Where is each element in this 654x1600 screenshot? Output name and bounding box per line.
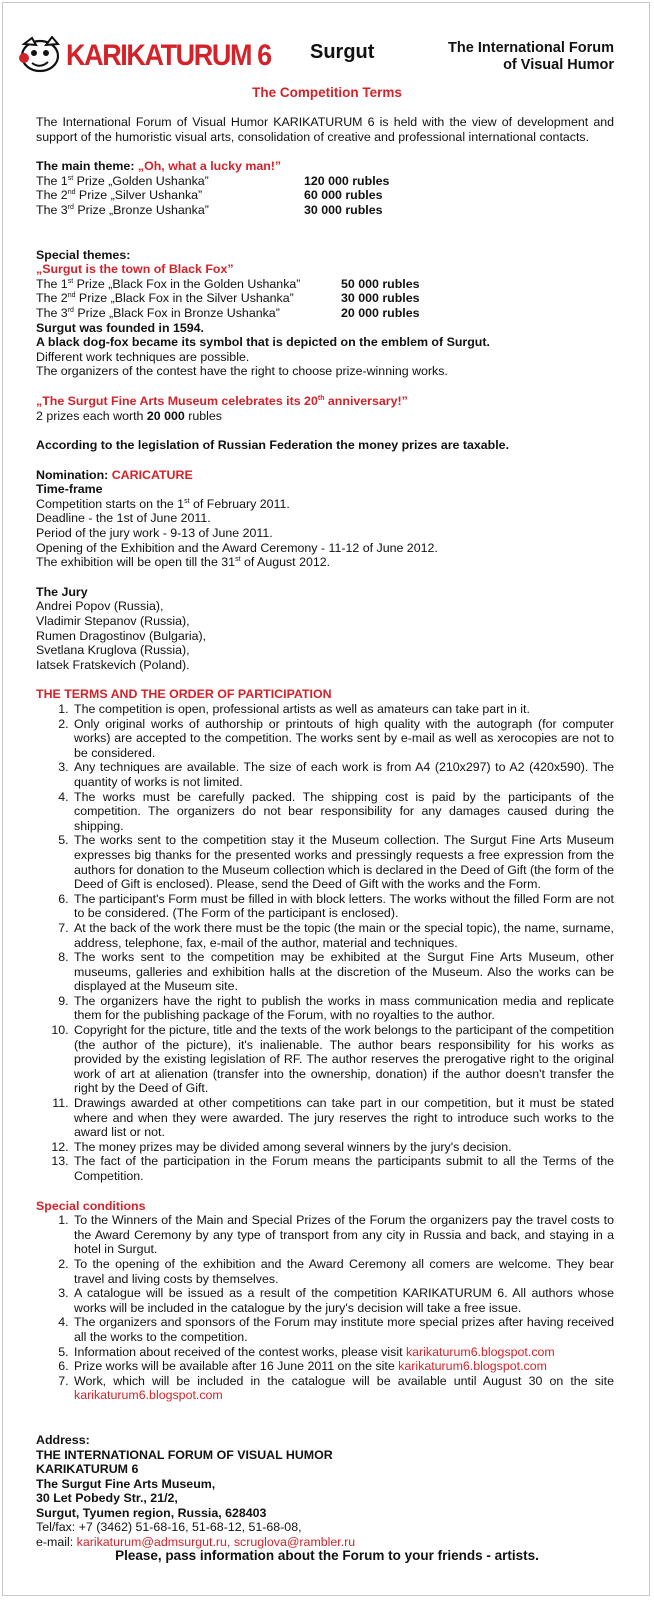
terms-list <box>36 702 614 1184</box>
list-item: 6. The participant's Form must be filled in with block letters. The works without the filled Form are not to be considered. (The Form of the participant is enclosed). <box>72 892 614 921</box>
timeframe-start: Competition starts on the 1st of February 2011. <box>36 496 290 511</box>
list-item: 4. The works must be carefully packed. The shipping cost is paid by the participants of the competition. The organizers do not bear responsibility for any damages caused during the shipping. <box>72 790 614 834</box>
museum-prizes-text: 2 prizes each worth 20 000 rubles <box>36 408 222 423</box>
list-item: 5. Information about received of the contest works, please visit karikaturum6.blogspot.com <box>72 1345 614 1360</box>
prize-row <box>36 174 614 189</box>
timeframe-title: Time-frame <box>36 482 103 497</box>
timeframe-open-till: The exhibition will be open till the 31st of August 2012. <box>36 555 331 570</box>
jury-section <box>36 585 614 673</box>
prize-label: The 1st Prize „Black Fox in the Golden Ushanka” <box>36 276 301 291</box>
list-item: 3. Any techniques are available. The size of each work is from A4 (210x297) to A2 (420x590). The quantity of works is not limited. <box>72 760 614 789</box>
prize-row <box>36 291 614 306</box>
city-title: Surgut <box>310 41 375 63</box>
list-item: 2. To the opening of the exhibition and the Award Ceremony all comers are welcome. They bear travel and living costs by themselves. <box>72 1257 614 1286</box>
header <box>0 0 650 90</box>
address-line5: Surgut, Tyumen region, Russia, 628403 <box>36 1505 267 1520</box>
list-item: 1. The competition is open, professional artists as well as amateurs can take part in it. <box>72 702 614 717</box>
list-item: 1. To the Winners of the Main and Special Prizes of the Forum the organizers pay the travel costs to the Award Ceremony by any type of transport from any city in Russia and back, and staying in a hotel in Surgut. <box>72 1213 614 1257</box>
jury-title: The Jury <box>36 584 88 599</box>
prize-label: The 2nd Prize „Silver Ushanka” <box>36 188 203 203</box>
prize-label: The 1st Prize „Golden Ushanka” <box>36 173 209 188</box>
list-item: 3. A catalogue will be issued as a result of the competition KARIKATURUM 6. All authors whose works will be included in the catalogue by the jury's decision will take a free issue. <box>72 1286 614 1315</box>
special-conditions-title: Special conditions <box>36 1198 146 1213</box>
prize-row <box>36 203 614 218</box>
prize-row <box>36 306 614 321</box>
list-item: 2. Only original works of authorship or printouts of high quality with the autograph (for computer works) are accepted to the competition. The works sent by e-mail as well as xerocopies are not to be considered. <box>72 717 614 761</box>
museum-theme-section <box>36 394 614 423</box>
main-prizes-list <box>36 174 614 218</box>
prize-amount: 50 000 rubles <box>341 276 420 291</box>
forum-title-line2: of Visual Humor <box>503 57 614 73</box>
prize-label: The 3rd Prize „Bronze Ushanka” <box>36 202 209 217</box>
address-line4: 30 Let Pobedy Str., 21/2, <box>36 1491 178 1506</box>
prize-amount: 60 000 rubles <box>304 188 383 203</box>
jury-member: Rumen Dragostinov (Bulgaria), <box>36 628 207 643</box>
special-themes-section <box>36 248 614 379</box>
terms-title: THE TERMS AND THE ORDER OF PARTICIPATION <box>36 687 332 702</box>
techniques-text: Different work techniques are possible. <box>36 349 250 364</box>
address-line3: The Surgut Fine Arts Museum, <box>36 1476 216 1491</box>
timeframe-jury-work: Period of the jury work - 9-13 of June 2011. <box>36 526 273 541</box>
list-item: 5. The works sent to the competition stay it the Museum collection. The Surgut Fine Arts Museum expresses big thanks for the presented works and pressingly requests a free expression from the authors for donation to the Museum collection which is declared in the Deed of Gift (the form of the Deed of Gift is enclosed). Please, send the Deed of Gift with the works and the Form. <box>72 833 614 891</box>
jury-list <box>36 599 614 672</box>
prize-row <box>36 188 614 203</box>
list-item: 8. The works sent to the competition may be exhibited at the Surgut Fine Arts Museum, other museums, galleries and exhibition halls at the discretion of the Museum. Also the works can be displayed at the Museum site. <box>72 950 614 994</box>
special-theme-title: „Surgut is the town of Black Fox” <box>36 262 234 277</box>
competition-terms-heading: The Competition Terms <box>252 85 402 100</box>
logo <box>18 36 271 74</box>
address-line1: THE INTERNATIONAL FORUM OF VISUAL HUMOR <box>36 1447 333 1462</box>
main-theme-section <box>36 159 614 217</box>
address-line2: KARIKATURUM 6 <box>36 1462 139 1477</box>
museum-theme-title: „The Surgut Fine Arts Museum celebrates its 20th anniversary!” <box>36 393 408 408</box>
list-item: 7. At the back of the work there must be the topic (the main or the special topic), the name, surname, address, telephone, fax, e-mail of the author, material and techniques. <box>72 921 614 950</box>
nomination-value: CARICATURE <box>111 467 193 482</box>
organizers-text: The organizers of the contest have the right to choose prize-winning works. <box>36 364 448 379</box>
prize-amount: 30 000 rubles <box>304 202 383 217</box>
list-item: 12. The money prizes may be divided among several winners by the jury's decision. <box>72 1140 614 1155</box>
document-body <box>36 115 614 1550</box>
jury-member: Svetlana Kruglova (Russia), <box>36 643 190 658</box>
jury-member: Andrei Popov (Russia), <box>36 599 164 614</box>
prize-amount: 30 000 rubles <box>341 291 420 306</box>
list-item: 9. The organizers have the right to publish the works in mass communication media and replicate them for the publishing package of the Forum, with no royalties to the author. <box>72 994 614 1023</box>
prize-label: The 2nd Prize „Black Fox in the Silver Ushanka” <box>36 291 294 306</box>
jury-member: Iatsek Fratskevich (Poland). <box>36 657 190 672</box>
nomination-label: Nomination: <box>36 467 112 482</box>
terms-section <box>36 687 614 1183</box>
forum-title <box>448 40 614 74</box>
prize-row <box>36 277 614 292</box>
prize-amount: 120 000 rubles <box>304 173 390 188</box>
list-item: 4. The organizers and sponsors of the Forum may institute more special prizes after having received all the works to the competition. <box>72 1315 614 1344</box>
taxable-notice: According to the legislation of Russian Federation the money prizes are taxable. <box>36 438 510 453</box>
intro-paragraph: The International Forum of Visual Humor KARIKATURUM 6 is held with the view of development and support of the humoristic visual arts, consolidation of creative and professional international contacts. <box>36 115 614 144</box>
list-item: 7. Work, which will be included in the catalogue will be available until August 30 on the site karikaturum6.blogspot.com <box>72 1374 614 1403</box>
jury-member: Vladimir Stepanov (Russia), <box>36 614 190 629</box>
timeframe-deadline: Deadline - the 1st of June 2011. <box>36 511 211 526</box>
logo-text: KARIKATURUM 6 <box>66 38 271 72</box>
special-themes-label: Special themes: <box>36 247 131 262</box>
timeframe-opening: Opening of the Exhibition and the Award Ceremony - 11-12 of June 2012. <box>36 540 438 555</box>
forum-title-line1: The International Forum <box>448 40 614 56</box>
list-item: 13. The fact of the participation in the Forum means the participants submit to all the Terms of the Competition. <box>72 1154 614 1183</box>
list-item: 10. Copyright for the picture, title and the texts of the work belongs to the participant of the competition (the author of the picture), it's inalienable. The author bears responsibility for his works as provided by the existing legislation of RF. The author reserves the prerogative right to the original work of art at alienation (transfer into the ownership, donation) if the author doesn't transfer the right by the Deed of Gift. <box>72 1023 614 1096</box>
founded-text: Surgut was founded in 1594. <box>36 320 204 335</box>
special-prizes-list <box>36 277 614 321</box>
address-email: e-mail: karikaturum@admsurgut.ru, scruglova@rambler.ru <box>36 1535 356 1550</box>
address-section <box>36 1433 614 1550</box>
address-label: Address: <box>36 1432 90 1447</box>
footer-note: Please, pass information about the Forum to your friends - artists. <box>115 1548 539 1563</box>
list-item: 11. Drawings awarded at other competitions can take part in our competition, but it must be stated where and when they were awarded. The jury reserves the right to introduce such works to the award list or not. <box>72 1096 614 1140</box>
blog-link[interactable]: karikaturum6.blogspot.com <box>74 1388 223 1403</box>
blog-link[interactable]: karikaturum6.blogspot.com <box>405 1344 555 1359</box>
list-item: 6. Prize works will be available after 16 June 2011 on the site karikaturum6.blogspot.com <box>72 1359 614 1374</box>
email-links[interactable]: karikaturum@admsurgut.ru, scruglova@rambler.ru <box>76 1535 356 1550</box>
address-tel: Tel/fax: +7 (3462) 51-68-16, 51-68-12, 51-68-08, <box>36 1520 302 1535</box>
prize-label: The 3rd Prize „Black Fox in Bronze Ushanka” <box>36 305 280 320</box>
main-theme-label: The main theme: <box>36 159 138 174</box>
blog-link[interactable]: karikaturum6.blogspot.com <box>398 1359 547 1374</box>
symbol-text: A black dog-fox became its symbol that is depicted on the emblem of Surgut. <box>36 335 490 350</box>
prize-amount: 20 000 rubles <box>341 305 420 320</box>
nomination-section <box>36 468 614 570</box>
main-theme-title: „Oh, what a lucky man!” <box>137 159 282 174</box>
special-conditions-section <box>36 1199 614 1403</box>
special-conditions-list <box>36 1213 614 1403</box>
cartoon-face-icon <box>18 36 64 74</box>
